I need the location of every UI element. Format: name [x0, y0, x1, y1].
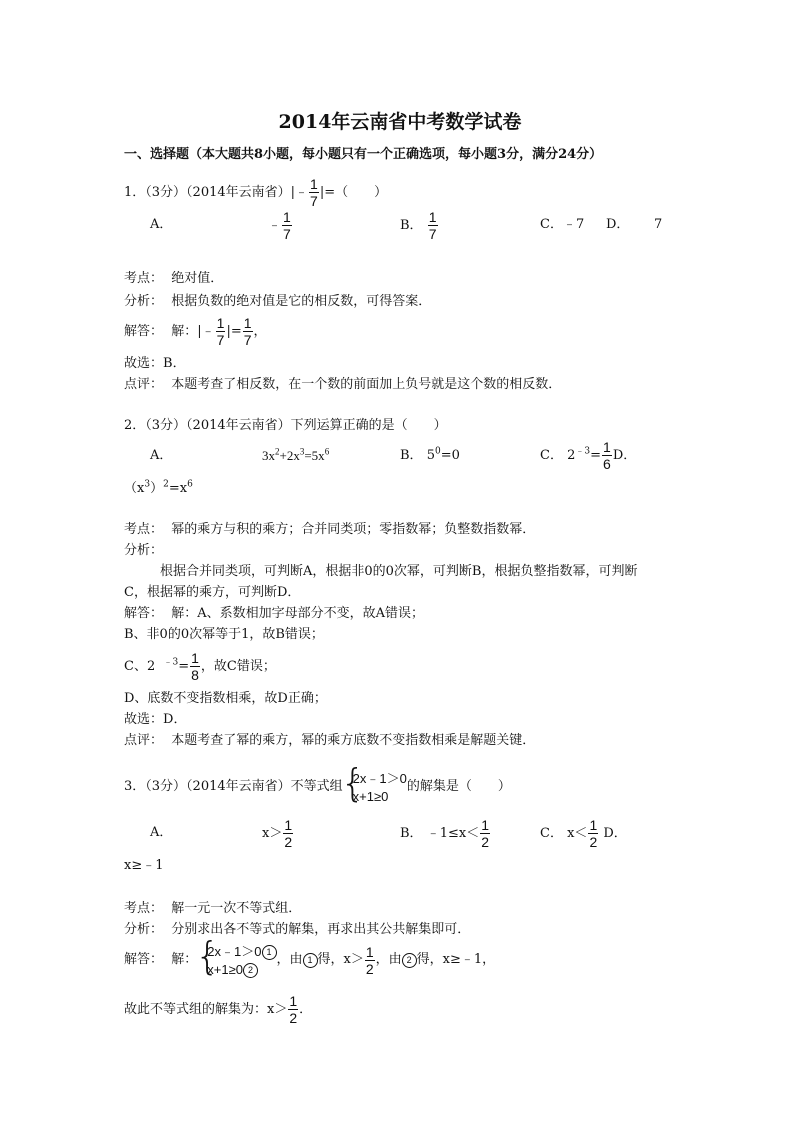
- q1-kaodian: 考点： 绝对值．: [124, 271, 224, 286]
- q3-conclusion: 故此不等式组的解集为：x＞ $\frac{1}{2}$ ．: [124, 993, 313, 1026]
- q2-jieda-d: D、底数不变指数相乘，故D正确；: [124, 691, 327, 706]
- q1-option-a-label: A．: [150, 217, 173, 232]
- q1-dianping: 点评： 本题考查了相反数，在一个数的前面加上负号就是这个数的相反数．: [124, 377, 562, 392]
- q2-fenxi-line1: 根据合并同类项，可判断A，根据非0的0次幂，可判断B，根据负整指数幂，可判断: [160, 564, 638, 579]
- inequality-system: { 2x﹣1＞0 1 x+1≥0 2: [197, 943, 276, 978]
- fraction: $\frac{1}{7}$: [216, 315, 225, 348]
- fraction: $\frac{1}{8}$: [191, 650, 199, 683]
- q3-jieda: 解答： 解： { 2x﹣1＞0 1 x+1≥0 2 ，由 1 得，x＞ $\frac{1}{2}$ ，由 2 得，x≥﹣1，: [124, 943, 495, 978]
- q1-option-d-label: D．: [606, 217, 630, 232]
- q3-option-a-label: A．: [150, 825, 173, 840]
- q1-answer: 故选：B．: [124, 356, 186, 371]
- q2-fenxi-line2: C，根据幂的乘方，可判断D．: [124, 585, 301, 600]
- q2-stem: 2．（3分）（2014年云南省）下列运算正确的是（ ）: [124, 418, 447, 433]
- fraction: $\frac{1}{7}$: [243, 315, 252, 348]
- fraction: $\frac{1}{2}$: [481, 817, 489, 850]
- q3-option-a-value: x＞ $\frac{1}{2}$: [262, 817, 293, 850]
- q2-jieda-a: 解答： 解：A、系数相加字母部分不变，故A错误；: [124, 606, 425, 621]
- q1-option-a-value: ﹣ $\frac{1}{7}$: [268, 209, 291, 242]
- q2-option-c-and-d: C． $2^{﹣3}=$ $\frac{1}{6}$ D．: [540, 439, 637, 472]
- q3-kaodian: 考点： 解一元一次不等式组．: [124, 901, 302, 916]
- q2-option-a-label: A．: [150, 448, 173, 463]
- fraction: $\frac{1}{2}$: [289, 993, 298, 1026]
- q1-option-b: B． $\frac{1}{7}$: [400, 209, 437, 242]
- q2-option-d-value: $(x^3)^2=x^6$: [124, 479, 193, 496]
- circled-number-icon: 2: [402, 953, 417, 968]
- q2-fenxi-label: 分析：: [124, 543, 164, 558]
- q1-fenxi: 分析： 根据负数的绝对值是它的相反数，可得答案．: [124, 294, 432, 309]
- circled-number-icon: 1: [303, 953, 318, 968]
- circled-number-icon: 2: [243, 963, 258, 978]
- fraction: $\frac{1}{2}$: [284, 817, 293, 850]
- q2-dianping: 点评： 本题考查了幂的乘方，幂的乘方底数不变指数相乘是解题关键．: [124, 733, 536, 748]
- q2-option-b: B． $5^0=0$: [400, 446, 460, 463]
- fraction: $\frac{1}{7}$: [283, 209, 291, 242]
- q3-fenxi: 分析： 分别求出各不等式的解集，再求出其公共解集即可．: [124, 922, 471, 937]
- fraction: $\frac{1}{2}$: [589, 817, 598, 850]
- fraction: $\frac{1}{6}$: [603, 439, 611, 472]
- q3-option-c-and-d-label: C． x＜ $\frac{1}{2}$ D．: [540, 817, 627, 850]
- circled-number-icon: 1: [262, 945, 277, 960]
- fraction: $\frac{1}{2}$: [365, 944, 374, 978]
- q3-stem: 3．（3分）（2014年云南省）不等式组 { 2x﹣1＞0 x+1≥0 的解集是（ ）: [124, 770, 511, 805]
- fraction: $\frac{1}{7}$: [428, 209, 437, 242]
- q2-jieda-b: B、非0的0次幂等于1，故B错误；: [124, 627, 324, 642]
- q3-option-d-value: x≥﹣1: [124, 858, 164, 873]
- inequality-system: { 2x﹣1＞0 x+1≥0: [343, 770, 407, 805]
- fraction: $\frac{1}{7}$: [310, 176, 318, 209]
- q1-jieda: 解答： 解：|﹣ $\frac{1}{7}$ |= $\frac{1}{7}$ ，: [124, 315, 267, 348]
- q2-jieda-c: C、2 $^{﹣3}$= $\frac{1}{8}$ ，故C错误；: [124, 650, 276, 683]
- q2-kaodian: 考点： 幂的乘方与积的乘方；合并同类项；零指数幂；负整数指数幂．: [124, 522, 536, 537]
- q2-option-a-value: $3x^2+2x^3=5x^6$: [262, 446, 330, 463]
- q3-option-b: B． ﹣1≤x＜ $\frac{1}{2}$: [400, 817, 489, 850]
- page-title: 2014年云南省中考数学试卷: [278, 111, 522, 133]
- q2-answer: 故选：D．: [124, 712, 187, 727]
- q1-stem: 1．（3分）（2014年云南省）|﹣ $\frac{1}{7}$ |=（ ）: [124, 176, 388, 209]
- q1-option-c: C．﹣7: [540, 217, 585, 232]
- section-heading: 一、选择题（本大题共8小题，每小题只有一个正确选项，每小题3分，满分24分）: [124, 147, 603, 162]
- q1-option-d-value: 7: [654, 217, 663, 232]
